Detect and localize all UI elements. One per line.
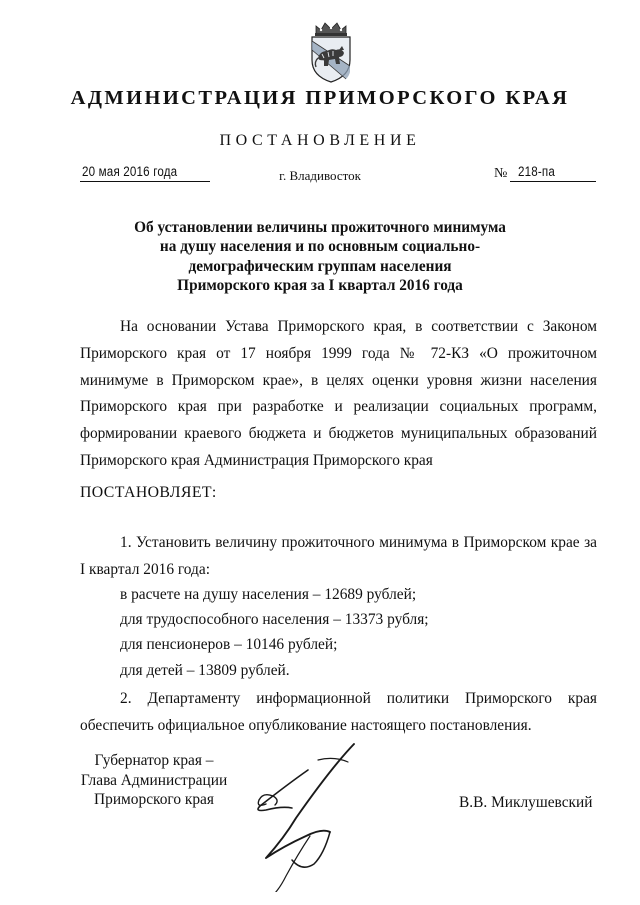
title-line: Приморского края за I квартал 2016 года	[177, 276, 463, 294]
signer-name: В.В. Миклушевский	[459, 794, 593, 811]
signer-position	[80, 751, 228, 810]
title-line: на душу населения и по основным социально-	[159, 238, 481, 256]
handwritten-signature	[226, 742, 376, 892]
point-1-paragraph: 1. Установить величину прожиточного минимума в Приморском крае за I квартал 2016 года:	[80, 534, 597, 578]
org-name: АДМИНИСТРАЦИЯ ПРИМОРСКОГО КРАЯ	[70, 87, 570, 109]
list-item: в расчете на душу населения – 12689 рублей;	[120, 586, 417, 603]
signer-position-line: Глава Администрации	[80, 771, 228, 789]
doc-title	[0, 218, 640, 295]
list-item: для трудоспособного населения – 13373 рубля;	[120, 611, 429, 628]
doc-city: г. Владивосток	[279, 168, 361, 183]
point-2-paragraph: 2. Департаменту информационной политики Приморского края обеспечить официальное опубликование настоящего постановления.	[80, 690, 597, 734]
coat-of-arms-icon	[302, 20, 360, 84]
doc-date: 20 мая 2016 года	[82, 164, 178, 179]
signer-position-line: Губернатор края –	[94, 752, 214, 769]
decree-word: ПОСТАНОВЛЯЕТ:	[80, 484, 217, 501]
number-sign: №	[494, 166, 508, 181]
title-line: Об установлении величины прожиточного минимума	[134, 219, 506, 236]
doc-number: 218-па	[518, 164, 556, 179]
preamble-paragraph: На основании Устава Приморского края, в соответствии с Законом Приморского края от 17 ноября 1999 года № 72-КЗ «О прожиточном минимуме в Приморском крае», в целях оценки уровня жизни населения Приморского края при разработке и реализации социальных программ, формировании краевого бюджета и бюджетов муниципальных образований Приморского края Администрация Приморского края	[80, 318, 597, 469]
title-line: демографическим группам населения	[188, 257, 452, 275]
list-item: для пенсионеров – 10146 рублей;	[120, 636, 338, 653]
list-item: для детей – 13809 рублей.	[120, 662, 290, 679]
signer-position-line: Приморского края	[94, 791, 214, 808]
doc-type: ПОСТАНОВЛЕНИЕ	[219, 132, 421, 149]
